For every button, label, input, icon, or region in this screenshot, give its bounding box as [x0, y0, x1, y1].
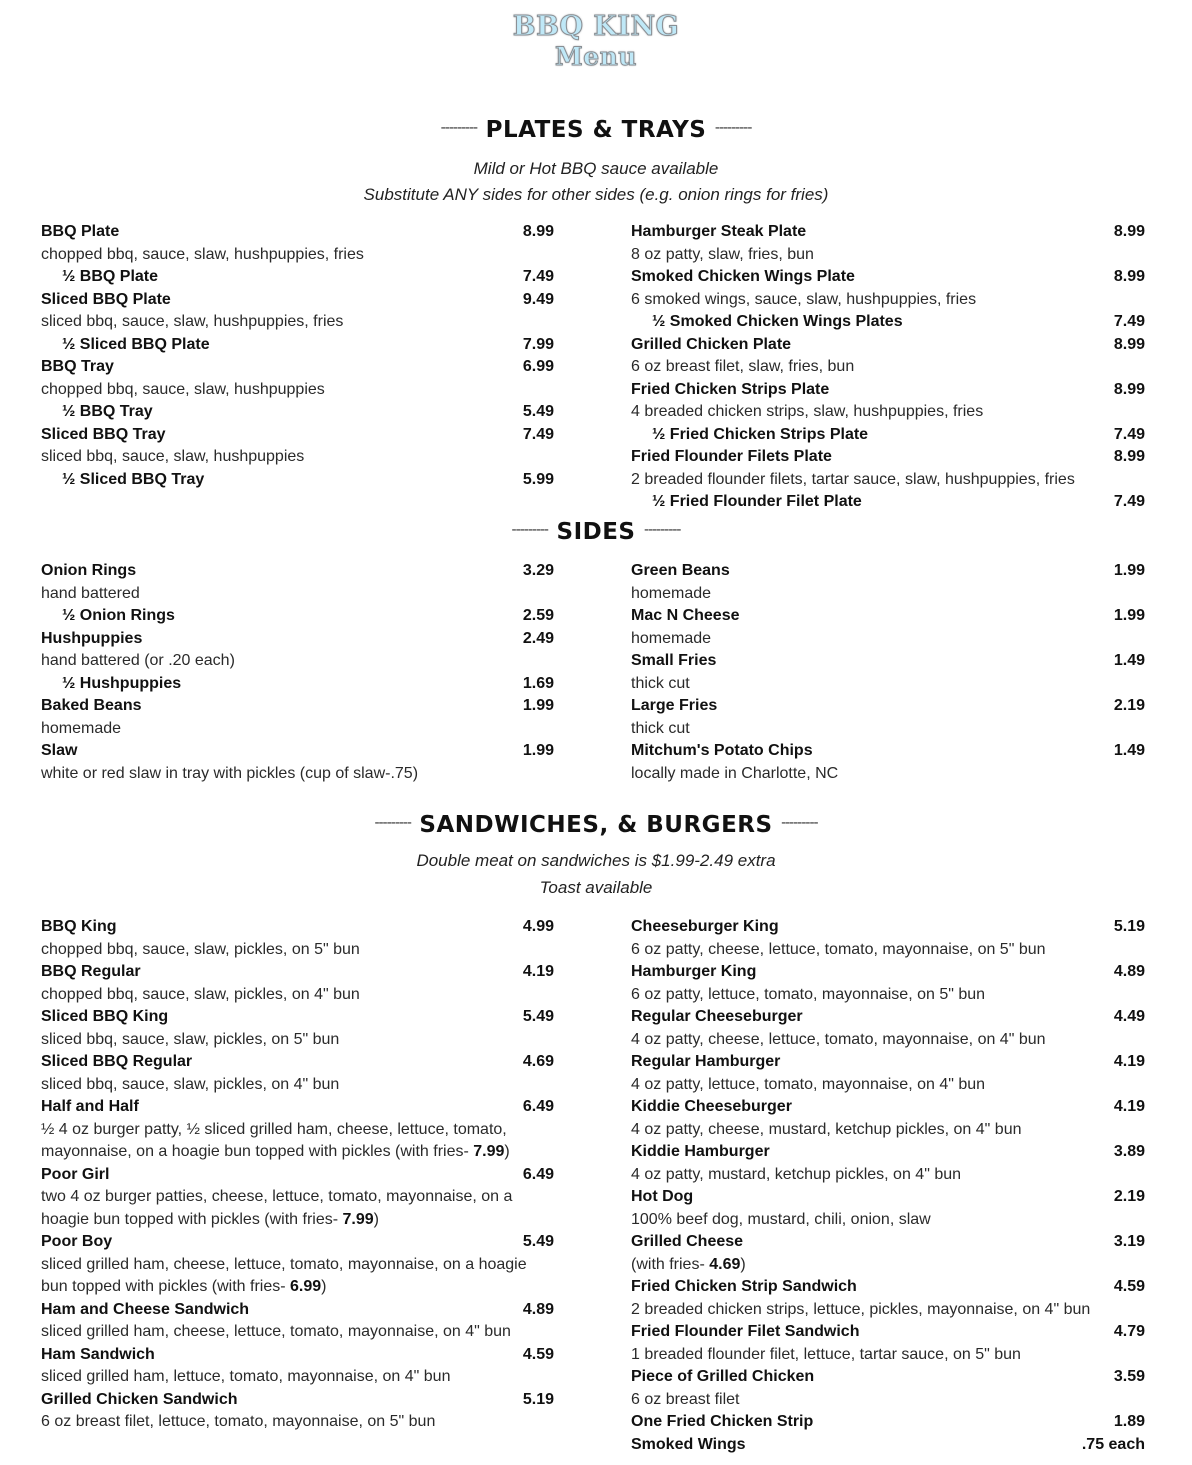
item-name: Ham Sandwich — [41, 1345, 155, 1363]
item-description — [631, 1254, 1145, 1277]
description-end: ) — [740, 1255, 746, 1273]
description-text: sliced grilled ham, cheese, lettuce, tomato, mayonnaise, on a hoagie bun topped with pickles (with fries- — [41, 1255, 527, 1295]
item-description — [41, 446, 554, 469]
item-name: Regular Hamburger — [631, 1053, 781, 1070]
section-title: PLATES & TRAYS — [485, 117, 707, 143]
item-description — [41, 984, 554, 1007]
item-price: 6.99 — [522, 358, 554, 375]
description-text: hand battered — [41, 584, 140, 602]
item-description — [631, 1389, 1145, 1412]
description-text: hand battered (or .20 each) — [41, 652, 235, 669]
menu-item — [41, 469, 554, 492]
menu-item — [631, 916, 1145, 939]
item-name: Smoked Wings — [631, 1435, 746, 1453]
item-name: Fried Flounder Filet Sandwich — [631, 1323, 860, 1340]
menu-item — [41, 628, 554, 651]
item-name: Kiddie Cheeseburger — [631, 1098, 792, 1115]
section-note: Toast available — [539, 878, 653, 897]
menu-item — [631, 311, 1145, 334]
with-fries-price: 7.99 — [473, 1143, 505, 1160]
description-text: homemade — [41, 719, 122, 737]
item-price: 5.99 — [522, 470, 554, 488]
item-price: 8.99 — [522, 223, 554, 240]
menu-header — [0, 0, 1192, 70]
item-price: 4.19 — [522, 963, 554, 980]
section-heading-sides — [0, 519, 1192, 545]
section-heading-sandwiches — [0, 812, 1192, 838]
menu-item — [631, 961, 1145, 984]
restaurant-title: BBQ KING — [512, 11, 680, 42]
item-name: BBQ Regular — [41, 963, 141, 980]
item-name: Piece of Grilled Chicken — [631, 1368, 815, 1385]
item-description — [41, 1411, 554, 1434]
description-text: 6 oz patty, cheese, lettuce, tomato, mayonnaise, on 5" bun — [631, 940, 1046, 958]
item-name: ½ Hushpuppies — [62, 674, 182, 692]
menu-item — [41, 673, 554, 696]
description-text: ½ 4 oz burger patty, ½ sliced grilled ham, cheese, lettuce, tomato, mayonnaise, on a hoagie bun topped with pickles (with fries- — [41, 1120, 507, 1160]
description-text: sliced bbq, sauce, slaw, hushpuppies — [41, 448, 305, 465]
item-name: One Fried Chicken Strip — [631, 1413, 814, 1430]
item-name: Sliced BBQ Plate — [41, 290, 171, 308]
item-price: 1.89 — [1113, 1413, 1145, 1430]
item-name: Fried Chicken Strip Sandwich — [631, 1278, 857, 1295]
item-name: Regular Cheeseburger — [631, 1008, 803, 1025]
menu-item — [631, 1186, 1145, 1209]
item-name: Kiddie Hamburger — [631, 1143, 770, 1160]
item-name: ½ Smoked Chicken Wings Plates — [652, 313, 903, 330]
description-end: ) — [504, 1143, 510, 1160]
item-description — [631, 1119, 1145, 1142]
item-price: 4.69 — [522, 1053, 554, 1070]
item-name: Hamburger Steak Plate — [631, 223, 807, 240]
item-description — [631, 469, 1145, 492]
item-price: 4.79 — [1113, 1323, 1145, 1340]
item-name: Smoked Chicken Wings Plate — [631, 268, 855, 285]
item-price: 1.99 — [522, 697, 554, 714]
item-price: 7.49 — [522, 425, 554, 443]
item-price: 2.19 — [1113, 1188, 1145, 1205]
item-price: 2.19 — [1113, 697, 1145, 714]
menu-item — [631, 334, 1145, 357]
menu-item — [41, 424, 554, 447]
menu-subtitle: Menu — [555, 42, 637, 71]
description-text: 6 oz patty, lettuce, tomato, mayonnaise, on 5" bun — [631, 985, 986, 1003]
menu-item — [41, 266, 554, 289]
menu-item — [41, 1006, 554, 1029]
description-text: 4 breaded chicken strips, slaw, hushpuppies, fries — [631, 403, 984, 420]
description-text: sliced bbq, sauce, slaw, pickles, on 5" bun — [41, 1030, 340, 1048]
description-text: homemade — [631, 629, 712, 647]
item-price: 2.49 — [522, 629, 554, 647]
heading-rule-left: --------- — [374, 814, 411, 831]
item-name: Green Beans — [631, 562, 730, 579]
menu-item — [631, 650, 1145, 673]
description-text: chopped bbq, sauce, slaw, hushpuppies — [41, 380, 325, 398]
section-note: Substitute ANY sides for other sides (e.g. onion rings for fries) — [363, 185, 829, 204]
item-name: Hot Dog — [631, 1188, 694, 1205]
plates-left-column — [41, 221, 554, 491]
item-description — [631, 289, 1145, 312]
item-price: 5.19 — [522, 1390, 554, 1408]
item-name: Grilled Chicken Plate — [631, 335, 792, 353]
menu-item — [41, 334, 554, 357]
item-name: BBQ King — [41, 918, 117, 935]
description-text: chopped bbq, sauce, slaw, hushpuppies, fries — [41, 245, 364, 263]
item-name: Fried Flounder Filets Plate — [631, 448, 832, 465]
menu-item — [631, 740, 1145, 763]
description-text: 4 oz patty, cheese, lettuce, tomato, mayonnaise, on 4" bun — [631, 1030, 1046, 1048]
menu-item — [41, 289, 554, 312]
item-name: Poor Girl — [41, 1165, 110, 1183]
sandwiches-left-column — [41, 916, 554, 1434]
item-description — [631, 939, 1145, 962]
item-price: 6.49 — [522, 1098, 554, 1115]
item-description — [41, 1254, 554, 1299]
with-fries-price: 7.99 — [342, 1210, 374, 1228]
section-title: SIDES — [556, 519, 636, 545]
description-end: ) — [321, 1278, 327, 1295]
item-description — [41, 939, 554, 962]
item-name: ½ Fried Flounder Filet Plate — [652, 493, 862, 510]
heading-rule-right: --------- — [714, 119, 752, 136]
item-name: ½ Sliced BBQ Tray — [62, 470, 205, 488]
section-title: SANDWICHES, & BURGERS — [419, 812, 773, 838]
menu-item — [41, 221, 554, 244]
item-description — [41, 718, 554, 741]
item-price: 7.49 — [1113, 425, 1145, 443]
item-description — [631, 1299, 1145, 1322]
menu-item — [631, 1231, 1145, 1254]
item-name: Large Fries — [631, 697, 718, 714]
item-name: Hamburger King — [631, 963, 757, 980]
description-text: 6 oz breast filet — [631, 1390, 740, 1408]
item-name: Grilled Chicken Sandwich — [41, 1390, 238, 1408]
item-name: Baked Beans — [41, 697, 142, 714]
item-price: 4.89 — [522, 1300, 554, 1318]
item-description — [41, 1321, 554, 1344]
item-price: 1.69 — [522, 674, 554, 692]
item-price: 3.19 — [1113, 1233, 1145, 1250]
item-name: BBQ Plate — [41, 223, 120, 240]
item-price: 9.49 — [522, 290, 554, 308]
plates-right-column — [631, 221, 1145, 514]
item-price: 5.49 — [522, 403, 554, 420]
menu-item — [631, 1006, 1145, 1029]
item-description — [631, 401, 1145, 424]
item-description — [41, 763, 554, 786]
description-text: locally made in Charlotte, NC — [631, 764, 839, 782]
item-price: 7.49 — [1113, 313, 1145, 330]
menu-item — [631, 446, 1145, 469]
with-fries-price: 6.99 — [290, 1278, 322, 1295]
item-description — [631, 583, 1145, 606]
description-text: sliced grilled ham, lettuce, tomato, mayonnaise, on 4" bun — [41, 1368, 451, 1385]
item-price: 3.89 — [1113, 1143, 1145, 1160]
item-price: 4.89 — [1113, 963, 1145, 980]
description-end: ) — [373, 1210, 379, 1228]
item-price: 1.99 — [522, 742, 554, 759]
description-text: thick cut — [631, 674, 690, 692]
item-description — [631, 763, 1145, 786]
menu-item — [631, 266, 1145, 289]
section-heading-plates — [0, 117, 1192, 143]
item-description — [41, 244, 554, 267]
item-name: Small Fries — [631, 652, 717, 669]
menu-item — [41, 1164, 554, 1187]
item-price: 1.49 — [1113, 742, 1145, 759]
description-text: sliced bbq, sauce, slaw, pickles, on 4" bun — [41, 1075, 340, 1093]
menu-item — [631, 221, 1145, 244]
item-description — [631, 673, 1145, 696]
item-description — [41, 1119, 554, 1164]
menu-item — [41, 356, 554, 379]
item-description — [41, 1366, 554, 1389]
item-description — [631, 356, 1145, 379]
menu-item — [631, 1366, 1145, 1389]
item-price: 1.99 — [1113, 607, 1145, 624]
item-description — [631, 628, 1145, 651]
description-text: (with fries- — [631, 1255, 710, 1273]
description-text: 6 oz breast filet, slaw, fries, bun — [631, 358, 855, 375]
item-description — [631, 244, 1145, 267]
menu-item — [41, 1299, 554, 1322]
description-text: thick cut — [631, 719, 690, 737]
item-price: 4.99 — [522, 918, 554, 935]
sandwiches-right-column — [631, 916, 1145, 1456]
description-text: 6 smoked wings, sauce, slaw, hushpuppies, fries — [631, 290, 977, 308]
description-text: 4 oz patty, mustard, ketchup pickles, on 4" bun — [631, 1165, 962, 1183]
item-price: 8.99 — [1113, 268, 1145, 285]
item-price: .75 each — [1081, 1435, 1145, 1453]
menu-item — [631, 1321, 1145, 1344]
menu-item — [631, 1051, 1145, 1074]
item-price: 4.19 — [1113, 1098, 1145, 1115]
heading-rule-right: --------- — [781, 814, 818, 831]
description-text: 6 oz breast filet, lettuce, tomato, mayonnaise, on 5" bun — [41, 1413, 436, 1430]
item-name: Slaw — [41, 742, 78, 759]
item-price: 4.49 — [1113, 1008, 1145, 1025]
menu-item — [631, 1141, 1145, 1164]
menu-item — [41, 961, 554, 984]
item-name: Half and Half — [41, 1098, 139, 1115]
description-text: 4 oz patty, lettuce, tomato, mayonnaise, on 4" bun — [631, 1075, 986, 1093]
menu-item — [41, 1231, 554, 1254]
menu-item — [631, 424, 1145, 447]
item-price: 8.99 — [1113, 223, 1145, 240]
item-name: ½ BBQ Tray — [62, 403, 153, 420]
menu-item — [631, 695, 1145, 718]
section-note: Mild or Hot BBQ sauce available — [473, 159, 719, 178]
menu-item — [631, 605, 1145, 628]
heading-rule-left: --------- — [511, 521, 548, 538]
item-price: 7.49 — [522, 268, 554, 285]
item-name: Hushpuppies — [41, 629, 143, 647]
item-description — [41, 379, 554, 402]
item-description — [41, 1074, 554, 1097]
description-text: 4 oz patty, cheese, mustard, ketchup pickles, on 4" bun — [631, 1120, 1022, 1138]
item-name: ½ BBQ Plate — [62, 268, 159, 285]
item-name: Fried Chicken Strips Plate — [631, 380, 830, 398]
item-name: Grilled Cheese — [631, 1233, 744, 1250]
sides-right-column — [631, 560, 1145, 785]
item-name: Sliced BBQ Regular — [41, 1053, 193, 1070]
item-description — [631, 1164, 1145, 1187]
menu-item — [631, 1434, 1145, 1457]
item-description — [41, 311, 554, 334]
item-price: 5.19 — [1113, 918, 1145, 935]
description-text: 2 breaded flounder filets, tartar sauce, slaw, hushpuppies, fries — [631, 470, 1075, 488]
description-text: two 4 oz burger patties, cheese, lettuce, tomato, mayonnaise, on a hoagie bun topped with pickles (with fries- — [41, 1188, 513, 1228]
item-price: 3.29 — [522, 562, 554, 579]
heading-rule-left: --------- — [440, 119, 478, 136]
item-description — [631, 718, 1145, 741]
item-price: 5.49 — [522, 1233, 554, 1250]
menu-item — [631, 1276, 1145, 1299]
item-name: ½ Sliced BBQ Plate — [62, 335, 210, 353]
description-text: homemade — [631, 584, 712, 602]
item-price: 7.99 — [522, 335, 554, 353]
item-name: Mac N Cheese — [631, 607, 740, 624]
description-text: sliced bbq, sauce, slaw, hushpuppies, fries — [41, 313, 344, 330]
item-name: Ham and Cheese Sandwich — [41, 1300, 250, 1318]
item-description — [41, 1029, 554, 1052]
item-price: 6.49 — [522, 1165, 554, 1183]
menu-item — [631, 1411, 1145, 1434]
description-text: white or red slaw in tray with pickles (cup of slaw-.75) — [41, 764, 419, 782]
menu-item — [41, 560, 554, 583]
item-description — [631, 1029, 1145, 1052]
description-text: chopped bbq, sauce, slaw, pickles, on 5" bun — [41, 940, 360, 958]
description-text: 1 breaded flounder filet, lettuce, tartar sauce, on 5" bun — [631, 1345, 1021, 1363]
item-name: Cheeseburger King — [631, 918, 779, 935]
description-text: 2 breaded chicken strips, lettuce, pickles, mayonnaise, on 4" bun — [631, 1300, 1091, 1318]
section-note: Double meat on sandwiches is $1.99-2.49 extra — [416, 851, 776, 870]
item-name: Sliced BBQ King — [41, 1008, 169, 1025]
heading-rule-right: --------- — [644, 521, 681, 538]
item-description — [41, 583, 554, 606]
menu-item — [631, 491, 1145, 514]
item-price: 1.49 — [1113, 652, 1145, 669]
item-name: BBQ Tray — [41, 358, 114, 375]
item-price: 4.59 — [522, 1345, 554, 1363]
menu-item — [41, 1096, 554, 1119]
item-name: Onion Rings — [41, 562, 137, 579]
item-name: ½ Onion Rings — [62, 607, 175, 624]
menu-item — [631, 1096, 1145, 1119]
description-text: 8 oz patty, slaw, fries, bun — [631, 245, 814, 263]
item-name: Poor Boy — [41, 1233, 113, 1250]
menu-item — [41, 695, 554, 718]
item-description — [41, 650, 554, 673]
description-text: 100% beef dog, mustard, chili, onion, slaw — [631, 1210, 931, 1228]
menu-item — [41, 401, 554, 424]
item-price: 2.59 — [522, 607, 554, 624]
item-description — [41, 1186, 554, 1231]
item-price: 8.99 — [1113, 380, 1145, 398]
item-price: 8.99 — [1113, 448, 1145, 465]
item-description — [631, 1209, 1145, 1232]
item-price: 8.99 — [1113, 335, 1145, 353]
description-text: chopped bbq, sauce, slaw, pickles, on 4" bun — [41, 985, 360, 1003]
description-text: sliced grilled ham, cheese, lettuce, tomato, mayonnaise, on 4" bun — [41, 1323, 511, 1340]
menu-item — [41, 916, 554, 939]
menu-item — [41, 1344, 554, 1367]
item-description — [631, 1074, 1145, 1097]
item-price: 7.49 — [1113, 493, 1145, 510]
item-price: 3.59 — [1113, 1368, 1145, 1385]
item-price: 4.59 — [1113, 1278, 1145, 1295]
item-name: ½ Fried Chicken Strips Plate — [652, 425, 869, 443]
menu-item — [631, 379, 1145, 402]
menu-item — [631, 560, 1145, 583]
item-name: Mitchum's Potato Chips — [631, 742, 813, 759]
menu-item — [41, 1389, 554, 1412]
item-description — [631, 1344, 1145, 1367]
item-price: 1.99 — [1113, 562, 1145, 579]
item-price: 4.19 — [1113, 1053, 1145, 1070]
item-name: Sliced BBQ Tray — [41, 425, 166, 443]
sides-left-column — [41, 560, 554, 785]
item-description — [631, 984, 1145, 1007]
menu-item — [41, 1051, 554, 1074]
menu-item — [41, 740, 554, 763]
menu-item — [41, 605, 554, 628]
item-price: 5.49 — [522, 1008, 554, 1025]
with-fries-price: 4.69 — [709, 1255, 741, 1273]
